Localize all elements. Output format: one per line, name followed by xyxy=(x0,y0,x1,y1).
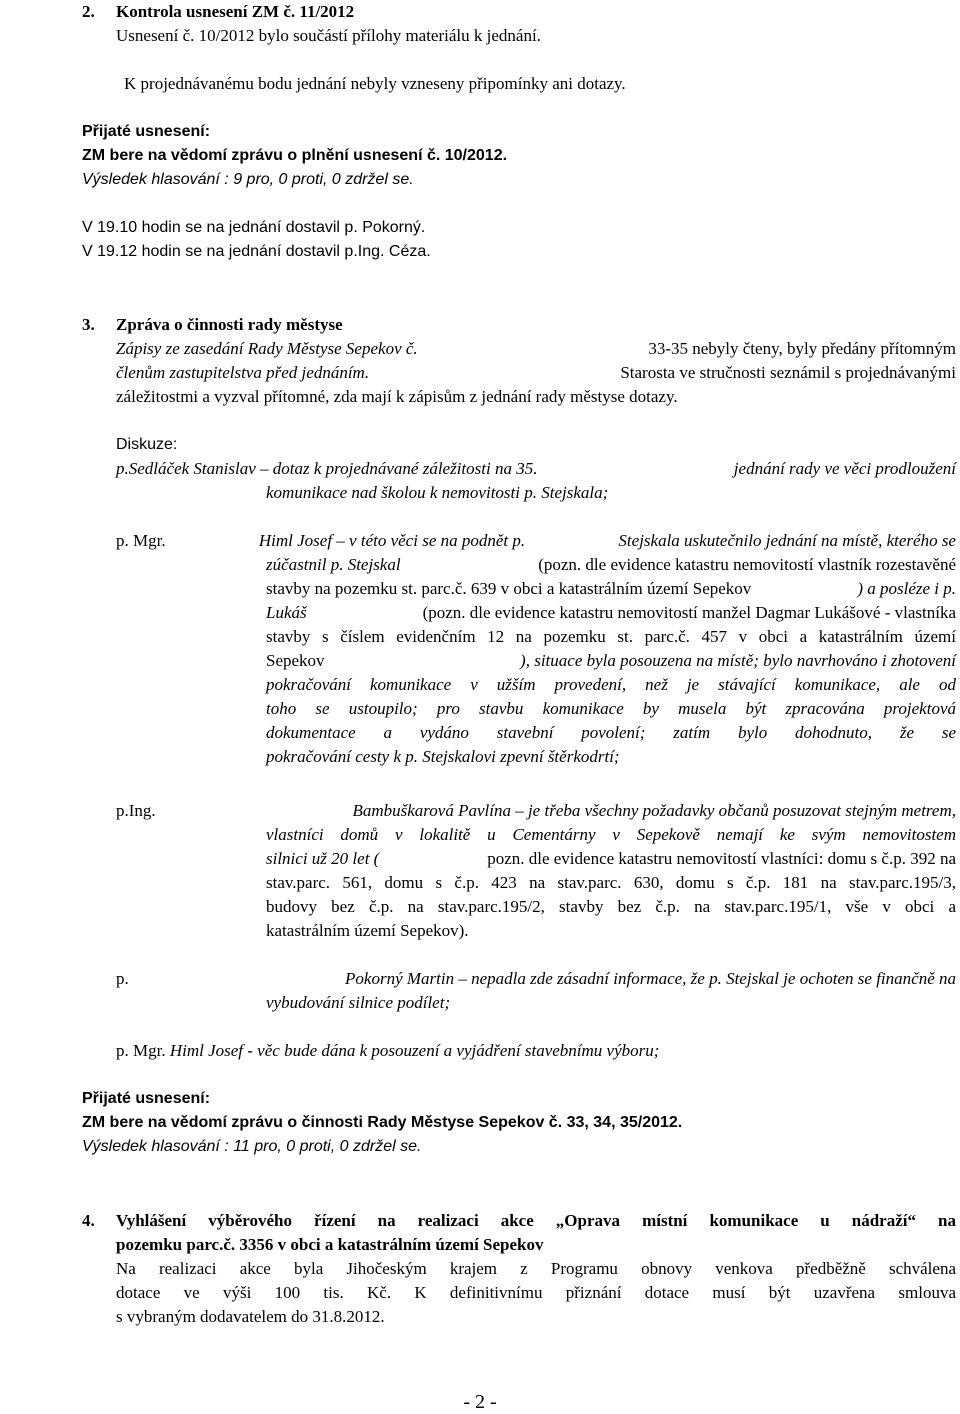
text-span: zúčastnil p. Stejskal xyxy=(266,555,401,574)
section-2-text: K projednávanému bodu jednání nebyly vzneseny připomínky ani dotazy. xyxy=(124,74,626,93)
text-span: Himl Josef – v této věci se na podnět p. xyxy=(258,531,526,550)
section-4-number: 4. xyxy=(82,1211,95,1230)
vote-result: Výsledek hlasování : 9 pro, 0 proti, 0 zdržel se. xyxy=(82,171,414,188)
discussion-entry-line xyxy=(266,553,956,577)
section-4-text: Na realizaci akce byla Jihočeským krajem z Programu obnovy venkova předběžně schválena xyxy=(116,1259,956,1278)
section-4-text: dotace ve výši 100 tis. Kč. K definitivnímu přiznání dotace musí být uzavřena smlouva xyxy=(116,1283,956,1302)
resolution-text: ZM bere na vědomí zprávu o činnosti Rady Městyse Sepekov č. 33, 34, 35/2012. xyxy=(82,1114,683,1131)
text-span: silnici už 20 let ( xyxy=(266,849,380,868)
discussion-entry-line: vybudování silnice podílet; xyxy=(266,993,451,1012)
text-span: jednání rady ve věci prodloužení xyxy=(733,459,956,478)
text-span: p.Sedláček Stanislav – dotaz k projednávané záležitosti na 35. xyxy=(116,459,538,478)
text-span: stavby na pozemku st. parc.č. 639 v obci a katastrálním území Sepekov xyxy=(266,579,752,598)
arrival-note: V 19.12 hodin se na jednání dostavil p.Ing. Céza. xyxy=(82,243,431,260)
discussion-entry-line: pokračování cesty k p. Stejskalovi zpevní štěrkodrtí; xyxy=(266,747,620,766)
section-2-text: Usnesení č. 10/2012 bylo součástí přílohy materiálu k jednání. xyxy=(116,26,541,45)
text-span: Bambuškarová Pavlína – je třeba všechny požadavky občanů posuzovat stejným metrem, xyxy=(352,801,956,820)
text-span: Sepekov xyxy=(266,651,325,670)
vote-result: Výsledek hlasování : 11 pro, 0 proti, 0 zdržel se. xyxy=(82,1138,422,1155)
text-span: Lukáš xyxy=(266,603,307,622)
text-span: ) a posléze i p. xyxy=(857,579,956,598)
discussion-entry-line xyxy=(266,601,956,625)
section-2-heading: Kontrola usnesení ZM č. 11/2012 xyxy=(116,2,355,21)
text-span: p. xyxy=(116,969,129,988)
page-number: - 2 - xyxy=(463,1391,497,1413)
section-3-number: 3. xyxy=(82,315,95,334)
text-span: (pozn. dle evidence katastru nemovitostí vlastník rozestavěné xyxy=(538,555,956,574)
section-4-heading-line: pozemku parc.č. 3356 v obci a katastrálním území Sepekov xyxy=(116,1235,544,1254)
text-span: Stejskala uskutečnilo jednání na místě, kterého se xyxy=(618,531,956,550)
discussion-label: Diskuze: xyxy=(116,436,178,453)
text-span: Zápisy ze zasedání Rady Městyse Sepekov č. xyxy=(116,339,418,358)
discussion-entry xyxy=(116,529,956,553)
text-span: 33-35 nebyly čteny, byly předány přítomným xyxy=(648,339,956,358)
section-3-paragraph-line xyxy=(116,361,956,385)
discussion-entry-line: toho se ustoupilo; pro stavbu komunikace by musela být zpracována projektová xyxy=(266,699,956,718)
discussion-entry-line: pokračování komunikace v užším provedení, než je stávající komunikace, ale od xyxy=(266,675,956,694)
section-3-heading: Zpráva o činnosti rady městyse xyxy=(116,315,343,334)
resolution-text: ZM bere na vědomí zprávu o plnění usnesení č. 10/2012. xyxy=(82,147,508,164)
text-span: členům zastupitelstva před jednáním. xyxy=(116,363,370,382)
discussion-entry-line: budovy bez č.p. na stav.parc.195/2, stavby bez č.p. na stav.parc.195/1, vše v obci a xyxy=(266,897,956,916)
text-span: Himl Josef - věc bude dána k posouzení a vyjádření stavebnímu výboru; xyxy=(169,1041,660,1060)
discussion-entry-line xyxy=(266,577,956,601)
discussion-entry xyxy=(116,1039,659,1063)
resolution-label: Přijaté usnesení: xyxy=(82,123,211,140)
text-span: Pokorný Martin – nepadla zde zásadní informace, že p. Stejskal je ochoten se finančně na xyxy=(345,969,956,988)
arrival-note: V 19.10 hodin se na jednání dostavil p. Pokorný. xyxy=(82,219,426,236)
discussion-entry-line: stav.parc. 561, domu s č.p. 423 na stav.parc. 630, domu s č.p. 181 na stav.parc.195/3, xyxy=(266,873,956,892)
discussion-entry-line: katastrálním území Sepekov). xyxy=(266,921,469,940)
text-span: p.Ing. xyxy=(116,801,156,820)
text-span: Starosta ve stručnosti seznámil s projednávanými xyxy=(620,363,956,382)
section-4-text: s vybraným dodavatelem do 31.8.2012. xyxy=(116,1307,385,1326)
discussion-entry-line xyxy=(266,847,956,871)
discussion-entry-line: stavby s číslem evidenčním 12 na pozemku st. parc.č. 457 v obci a katastrálním území xyxy=(266,627,956,646)
discussion-entry-line: vlastníci domů v lokalitě u Cementárny v Sepekově nemají ke svým nemovitostem xyxy=(266,825,956,844)
text-span: p. Mgr. xyxy=(116,1041,166,1060)
text-span: (pozn. dle evidence katastru nemovitostí manžel Dagmar Lukášové - vlastníka xyxy=(422,603,956,622)
text-span: pozn. dle evidence katastru nemovitostí vlastníci: domu s č.p. 392 na xyxy=(487,849,956,868)
text-span: p. Mgr. xyxy=(116,531,166,550)
section-4-heading: Vyhlášení výběrového řízení na realizaci akce „Oprava místní komunikace u nádraží“ na xyxy=(116,1211,956,1230)
discussion-entry xyxy=(116,967,956,991)
discussion-entry xyxy=(116,799,956,823)
section-2-number: 2. xyxy=(82,2,95,21)
discussion-entry-line xyxy=(266,649,956,673)
resolution-label: Přijaté usnesení: xyxy=(82,1090,211,1107)
section-3-paragraph-line xyxy=(116,337,956,361)
discussion-entry-line: komunikace nad školou k nemovitosti p. Stejskala; xyxy=(266,483,609,502)
discussion-entry xyxy=(116,457,956,481)
discussion-entry-line: dokumentace a vydáno stavební povolení; zatím bylo dohodnuto, že se xyxy=(266,723,956,742)
text-span: ), situace byla posouzena na místě; bylo navrhováno i zhotovení xyxy=(520,651,956,670)
section-3-paragraph-line: záležitostmi a vyzval přítomné, zda mají k zápisům z jednání rady městyse dotazy. xyxy=(116,387,678,406)
